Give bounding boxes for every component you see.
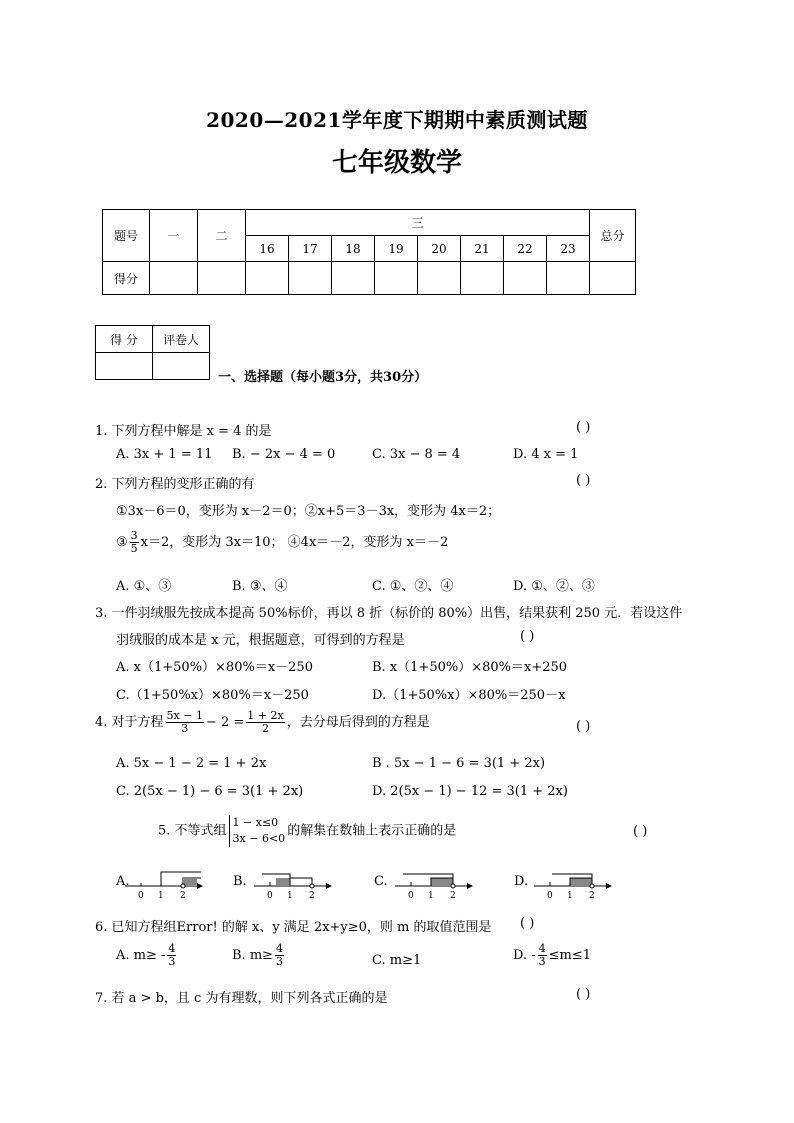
svg-text:0: 0	[408, 891, 414, 900]
grader-score-cell	[96, 353, 153, 380]
answer-paren: ( )	[576, 420, 591, 435]
svg-text:1: 1	[428, 891, 434, 900]
score-table-sub: 22	[504, 236, 547, 262]
q1-option-a: A. 3x + 1 = 11	[116, 447, 213, 462]
q2-fraction: $\frac{3}{5}$	[130, 529, 138, 555]
svg-text:2: 2	[309, 891, 315, 900]
q1-option-c: C. 3x − 8 = 4	[372, 447, 461, 462]
q6-option-c: C. m≥1	[372, 953, 422, 968]
question-3-stem-cont: 羽绒服的成本是 x 元，根据题意，可得到的方程是	[116, 633, 405, 648]
q2-option-b: B. ③、④	[232, 579, 288, 594]
answer-paren: ( )	[633, 824, 648, 839]
svg-text:2: 2	[589, 891, 595, 900]
score-table-col: 二	[198, 210, 246, 262]
question-3-stem: 3. 一件羽绒服先按成本提高 50%标价，再以 8 折（标价的 80%）出售，结果获利 250 元．若设这件	[95, 606, 683, 621]
q5-option-b: B.	[233, 874, 247, 889]
score-table-col: 一	[150, 210, 198, 262]
answer-paren: ( )	[576, 987, 591, 1002]
score-table-sub: 21	[461, 236, 504, 262]
answer-paren: ( )	[576, 719, 591, 734]
svg-text:2: 2	[180, 891, 186, 900]
q4-fraction-2: $\frac{1 + 2x}{2}$	[247, 709, 284, 735]
score-cell	[504, 262, 547, 295]
score-table-sub: 20	[418, 236, 461, 262]
grader-name-label: 评卷人	[153, 326, 210, 353]
q1-option-d: D. 4 x = 1	[513, 447, 579, 462]
svg-text:0: 0	[547, 891, 553, 900]
score-table-row-label: 得分	[103, 262, 150, 295]
q2-line-2	[116, 530, 448, 555]
q4-option-c: C. 2(5x − 1) − 6 = 3(1 + 2x)	[116, 784, 304, 799]
question-6-stem: 6. 已知方程组Error! 的解 x、y 满足 2x+y≥0，则 m 的取值范围是	[95, 920, 492, 935]
q3-option-a: A. x（1+50%）×80%＝x－250	[116, 660, 313, 675]
q4-option-a: A. 5x − 1 − 2 = 1 + 2x	[116, 756, 267, 771]
score-table-total: 总分	[590, 210, 636, 262]
q3-option-c: C.（1+50%x）×80%＝x－250	[116, 688, 309, 703]
score-cell	[332, 262, 375, 295]
q6-option-a: A. m≥ - $\frac{4}{3}$	[116, 942, 176, 968]
q6-option-d: D. - $\frac{4}{3}$ ≤m≤1	[513, 942, 592, 968]
number-line-c	[393, 868, 475, 900]
exam-title: 2020—2021学年度下期期中素质测试题	[206, 108, 588, 132]
score-cell	[150, 262, 198, 295]
svg-text:1: 1	[567, 891, 573, 900]
number-line-b	[252, 868, 334, 900]
question-2-stem: 2. 下列方程的变形正确的有	[95, 477, 255, 492]
q2-option-a: A. ①、③	[116, 579, 172, 594]
question-7-stem: 7. 若 a > b，且 c 为有理数，则下列各式正确的是	[95, 991, 388, 1006]
section-heading: 一、选择题（每小题3分，共30分）	[218, 370, 428, 385]
q6-option-b: B. m≥ $\frac{4}{3}$	[232, 942, 284, 968]
answer-paren: ( )	[576, 473, 591, 488]
number-line-d	[532, 868, 614, 900]
q5-option-d: D.	[514, 874, 529, 889]
score-table-sub: 17	[289, 236, 332, 262]
q3-option-b: B. x（1+50%）×80%＝x+250	[372, 660, 568, 675]
score-cell	[590, 262, 636, 295]
score-cell	[461, 262, 504, 295]
q4-option-b: B . 5x − 1 − 6 = 3(1 + 2x)	[372, 756, 546, 771]
svg-text:0: 0	[267, 891, 273, 900]
q2-line2-marker: ③	[116, 535, 128, 550]
question-4-stem: 4. 对于方程 $\frac{5x - 1}{3}$ − 2 = $\frac{1 + 2x}{2}$ ，去分母后得到的方程是	[95, 709, 430, 735]
score-cell	[198, 262, 246, 295]
svg-text:1: 1	[158, 891, 164, 900]
q5-system-brace: 1 − x≤0 3x − 6<0	[229, 815, 286, 847]
q1-option-b: B. − 2x − 4 = 0	[232, 447, 336, 462]
grader-name-cell	[153, 353, 210, 380]
grader-score-label: 得 分	[96, 326, 153, 353]
question-1-stem: 1. 下列方程中解是 x = 4 的是	[95, 424, 272, 439]
number-line-a	[123, 868, 205, 900]
svg-text:2: 2	[450, 891, 456, 900]
exam-subtitle: 七年级数学	[331, 148, 462, 178]
score-table-sub: 16	[246, 236, 289, 262]
q2-line2-text: x＝2，变形为 3x＝10； ④4x＝－2，变形为 x＝－2	[140, 535, 449, 550]
score-cell	[289, 262, 332, 295]
score-cell	[547, 262, 590, 295]
score-cell	[375, 262, 418, 295]
score-table-sub: 19	[375, 236, 418, 262]
score-table-col: 三	[246, 210, 590, 236]
q2-option-d: D. ①、②、③	[513, 579, 595, 594]
q4-fraction-1: $\frac{5x - 1}{3}$	[166, 709, 203, 735]
q3-option-d: D.（1+50%x）×80%＝250－x	[372, 688, 566, 703]
q5-option-c: C.	[374, 874, 388, 889]
q4-option-d: D. 2(5x − 1) − 12 = 3(1 + 2x)	[372, 784, 568, 799]
svg-text:1: 1	[287, 891, 293, 900]
q2-line-1: ①3x－6＝0，变形为 x－2＝0；②x+5＝3－3x，变形为 4x＝2；	[116, 504, 501, 519]
answer-paren: ( )	[520, 916, 535, 931]
q5-option-a: A.	[116, 874, 130, 889]
grader-table	[95, 325, 210, 380]
question-5-stem: 5. 不等式组 1 − x≤0 3x − 6<0 的解集在数轴上表示正确的是	[158, 816, 457, 845]
answer-paren: ( )	[520, 629, 535, 644]
score-table-header: 题号	[103, 210, 150, 262]
score-cell	[246, 262, 289, 295]
score-table-sub: 23	[547, 236, 590, 262]
score-table-sub: 18	[332, 236, 375, 262]
q2-option-c: C. ①、②、④	[372, 579, 454, 594]
score-cell	[418, 262, 461, 295]
svg-text:0: 0	[138, 891, 144, 900]
score-table	[102, 209, 636, 295]
